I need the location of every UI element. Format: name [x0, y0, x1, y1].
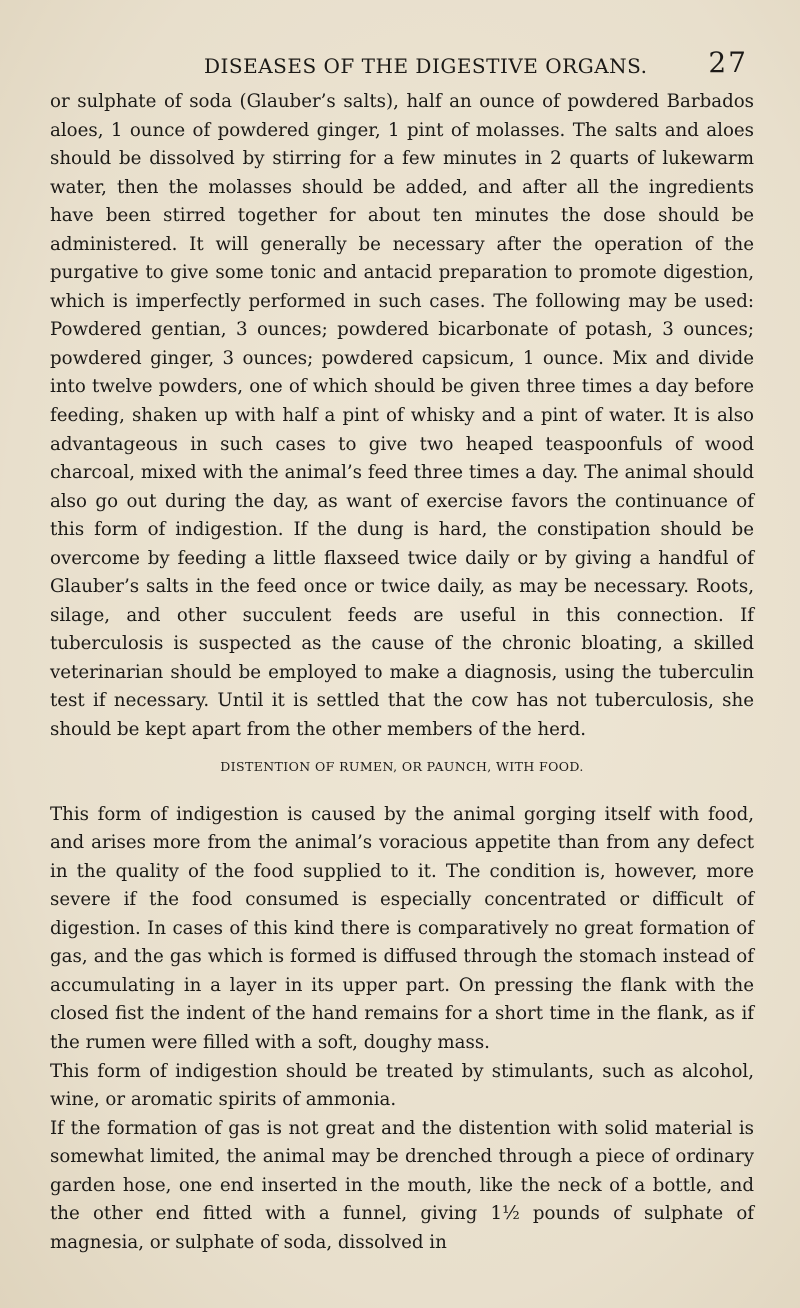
section-heading: DISTENTION OF RUMEN, OR PAUNCH, WITH FOOD.	[220, 758, 584, 774]
paragraph: This form of indigestion should be treated by stimulants, such as alcohol, wine, or aromatic spirits of ammonia.	[50, 1060, 754, 1111]
page-number: 27	[708, 46, 748, 79]
paragraph: If the formation of gas is not great and the distention with solid material is somewhat limited, the animal may be drenched through a piece of ordinary garden hose, one end inserted in the mouth, like the neck of a bottle, and the other end fitted with a funnel, giving 1½ pounds of sulphate of magnesia, or sulphate of soda, dissolved in	[50, 1117, 754, 1253]
paragraph: This form of indigestion is caused by the animal gorging itself with food, and arises more from the animal’s voracious appetite than from any defect in the quality of the food supplied to it. The condition is, however, more severe if the food consumed is especially concentrated or difficult of digestion. In cases of this kind there is comparatively no great formation of gas, and the gas which is formed is diffused through the stomach instead of accumulating in a layer in its upper part. On pressing the flank with the closed fist the indent of the hand remains for a short time in the flank, as if the rumen were filled with a soft, doughy mass.	[50, 803, 754, 1053]
body-text	[50, 88, 754, 1257]
paragraph: or sulphate of soda (Glauber’s salts), half an ounce of powdered Barbados aloes, 1 ounce of powdered ginger, 1 pint of molasses. The salts and aloes should be dissolved by stirring for a few minutes in 2 quarts of lukewarm water, then the molasses should be added, and after all the ingredients have been stirred together for about ten minutes the dose should be administered. It will generally be necessary after the operation of the purgative to give some tonic and antacid preparation to promote digestion, which is imperfectly performed in such cases. The following may be used: Powdered gentian, 3 ounces; powdered bicarbonate of potash, 3 ounces; powdered ginger, 3 ounces; powdered capsicum, 1 ounce. Mix and divide into twelve powders, one of which should be given three times a day before feeding, shaken up with half a pint of whisky and a pint of water. It is also advantageous in such cases to give two heaped teaspoonfuls of wood charcoal, mixed with the animal’s feed three times a day. The animal should also go out during the day, as want of exercise favors the continuance of this form of indigestion. If the dung is hard, the constipation should be overcome by feeding a little flaxseed twice daily or by giving a handful of Glauber’s salts in the feed once or twice daily, as may be necessary. Roots, silage, and other succulent feeds are useful in this connection. If tuberculosis is suspected as the cause of the chronic bloating, a skilled veterinarian should be employed to make a diagnosis, using the tuberculin test if necessary. Until it is settled that the cow has not tuberculosis, she should be kept apart from the other members of the herd.	[50, 91, 754, 741]
running-title: DISEASES OF THE DIGESTIVE ORGANS.	[204, 54, 648, 78]
running-head	[0, 48, 800, 88]
